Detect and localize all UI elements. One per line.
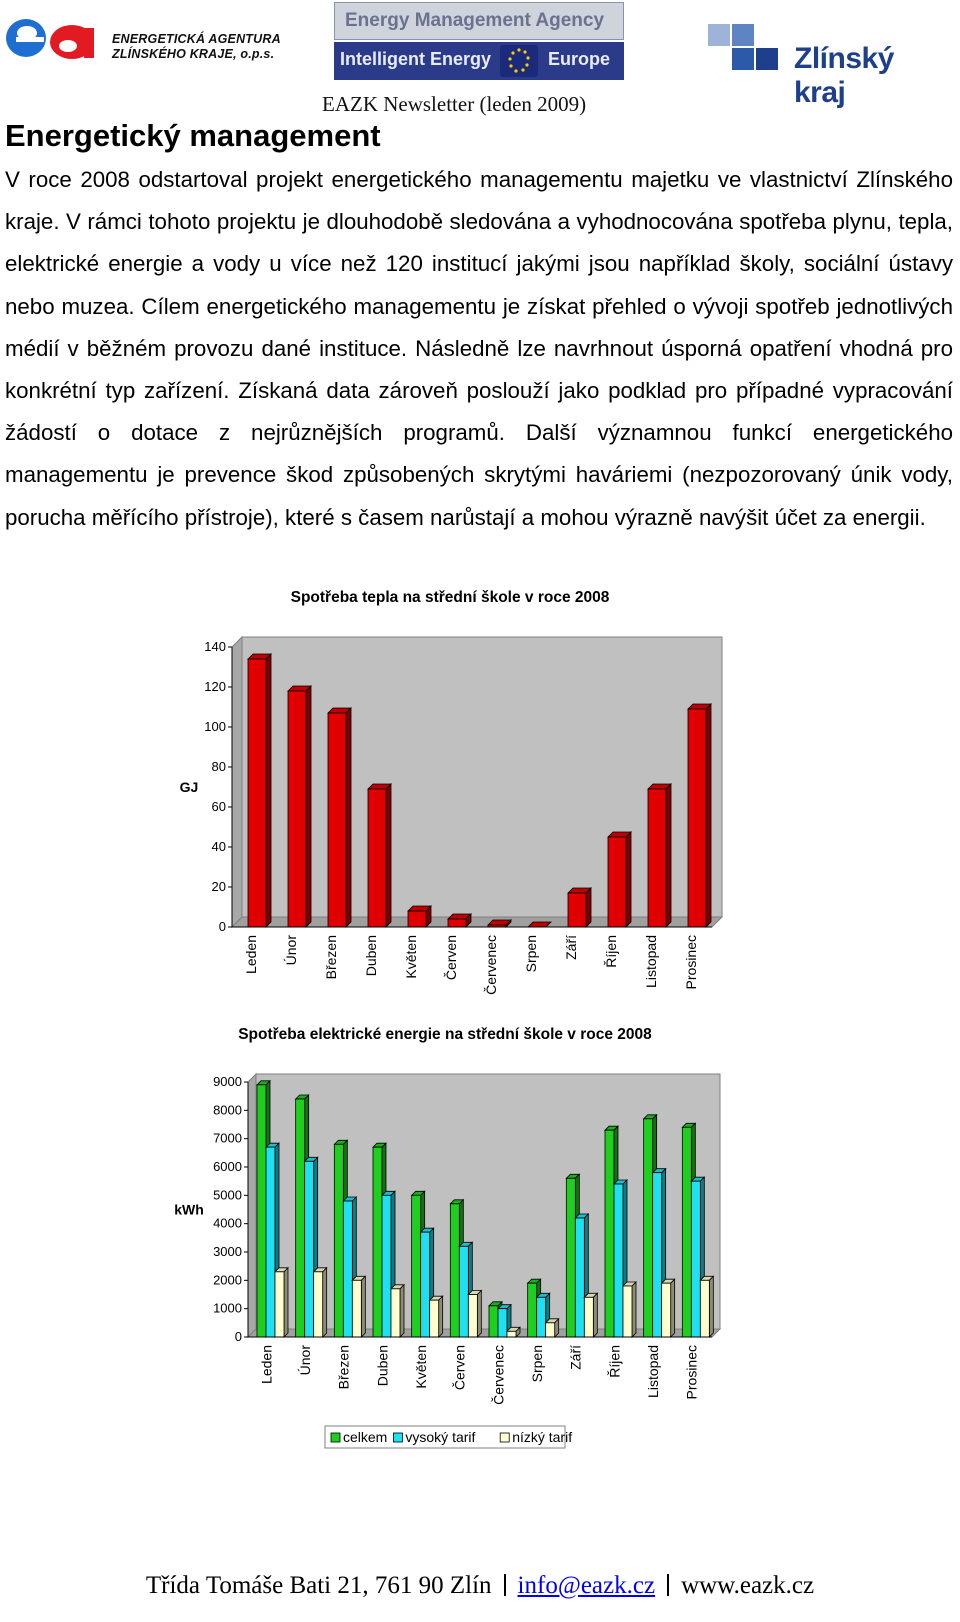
chart-legend	[325, 1426, 572, 1448]
energy-management-agency-logo	[334, 2, 624, 80]
legend-swatch	[393, 1433, 402, 1442]
bar-value-3	[328, 708, 351, 927]
bar-value-6	[448, 914, 471, 927]
x-tick-label: Březen	[323, 935, 339, 980]
x-tick-label: Duben	[363, 935, 379, 977]
bar-value-2	[288, 686, 311, 927]
x-tick-label: Květen	[413, 1345, 429, 1389]
heat-consumption-chart	[0, 620, 960, 1010]
x-tick-label: Říjen	[603, 935, 619, 968]
article-title: Energetický management	[5, 118, 381, 153]
intelligent-energy-label: Intelligent Energy	[340, 49, 492, 69]
x-tick-label: Červen	[443, 935, 459, 981]
y-tick-label: 9000	[213, 1074, 242, 1089]
bar-value-7	[488, 920, 511, 927]
y-axis-label: kWh	[174, 1201, 204, 1218]
x-tick-label: Únor	[283, 935, 299, 966]
zlinsky-kraj-logo	[708, 20, 948, 109]
x-tick-label: Září	[567, 1345, 584, 1370]
plot-side-wall	[248, 1074, 256, 1337]
legend-item: celkem	[343, 1429, 388, 1445]
zlinsky-kraj-emblem-icon	[708, 20, 788, 76]
x-tick-label: Listopad	[645, 1345, 661, 1398]
europe-label: Europe	[548, 49, 611, 69]
legend-swatch	[331, 1433, 340, 1442]
legend-item: nízký tarif	[512, 1429, 573, 1445]
eazk-logo	[4, 4, 304, 76]
y-axis-label: GJ	[179, 779, 199, 795]
x-tick-label: Srpen	[523, 935, 539, 973]
y-tick-label: 6000	[213, 1159, 242, 1174]
x-tick-label: Březen	[335, 1345, 352, 1390]
y-tick-label: 0	[218, 919, 226, 934]
bar-nízký-tarif-1	[275, 1268, 288, 1337]
x-tick-label: Říjen	[606, 1345, 623, 1378]
y-tick-label: 1000	[213, 1300, 242, 1316]
x-tick-label: Duben	[374, 1345, 391, 1387]
y-tick-label: 100	[204, 719, 226, 734]
legend-item: vysoký tarif	[405, 1429, 476, 1445]
agency-line-1: ENERGETICKÁ AGENTURA	[112, 32, 281, 46]
bar-nízký-tarif-3	[352, 1276, 365, 1337]
y-tick-label: 7000	[213, 1130, 242, 1146]
plot-side-wall	[232, 637, 242, 927]
x-tick-label: Červen	[451, 1345, 468, 1391]
intelligent-energy-banner	[334, 42, 624, 80]
y-tick-label: 40	[211, 839, 226, 854]
ema-title: Energy Management Agency	[345, 10, 605, 31]
bar-value-5	[408, 906, 431, 927]
heat-chart-title: Spotřeba tepla na střední škole v roce 2008	[290, 589, 610, 606]
bar-value-10	[608, 832, 631, 927]
region-name: Zlínský kraj	[794, 42, 894, 109]
bar-value-12	[688, 704, 711, 927]
footer-email-link[interactable]: info@eazk.cz	[517, 1572, 656, 1599]
y-tick-label: 5000	[213, 1187, 242, 1203]
y-tick-label: 120	[204, 679, 226, 694]
y-tick-label: 4000	[213, 1215, 242, 1231]
bar-nízký-tarif-5	[430, 1296, 443, 1337]
y-tick-label: 8000	[213, 1102, 242, 1118]
bar-nízký-tarif-10	[623, 1282, 636, 1337]
y-tick-label: 0	[234, 1329, 242, 1344]
agency-name	[112, 32, 281, 62]
x-tick-label: Prosinec	[683, 1345, 700, 1400]
x-tick-label: Listopad	[643, 935, 659, 988]
footer-address: Třída Tomáše Bati 21, 761 90 Zlín	[145, 1572, 492, 1599]
y-tick-label: 3000	[213, 1244, 242, 1259]
footer	[0, 1572, 960, 1600]
y-tick-label: 140	[204, 639, 226, 654]
bar-value-11	[648, 784, 671, 927]
x-tick-label: Únor	[297, 1345, 313, 1376]
x-tick-label: Červenec	[483, 935, 499, 995]
bar-value-1	[248, 654, 271, 927]
eu-flag-icon	[500, 45, 538, 77]
bar-nízký-tarif-6	[468, 1291, 481, 1338]
legend-swatch	[500, 1433, 509, 1442]
newsletter-issue: EAZK Newsletter (leden 2009)	[322, 92, 587, 116]
x-tick-label: Květen	[403, 935, 419, 979]
bar-nízký-tarif-8	[546, 1319, 559, 1337]
x-tick-label: Září	[563, 935, 579, 960]
ema-banner	[334, 2, 624, 40]
y-tick-label: 80	[211, 759, 226, 774]
article-body: V roce 2008 odstartoval projekt energetického managementu majetku ve vlastnictví Zlínského kraje. V rámci tohoto projektu je dlouhodobě sledována a vyhodnocována spotřeba plynu, tepla, elektrické energie a vody u více než 120 institucí jakými jsou například školy, sociální ústavy nebo muzea. Cílem energetického managementu je získat přehled o vývoji spotřeb jednotlivých médií v běžném provozu dané instituce. Následně lze navrhnout úsporná opatření vhodná pro konkrétní typ zařízení. Získaná data zároveň poslouží jako podklad pro případné vypracování žádostí o dotace z nejrůznějších programů. Další významnou funkcí energetického managementu je prevence škod způsobených skrytými haváriemi (nezpozorovaný únik vody, porucha měřícího přístroje), které s časem narůstají a mohou výrazně navýšit účet za energii.	[5, 167, 953, 530]
x-tick-label: Leden	[258, 1345, 275, 1384]
footer-website[interactable]: www.eazk.cz	[681, 1572, 815, 1599]
y-tick-label: 60	[211, 799, 226, 814]
x-tick-label: Srpen	[529, 1345, 545, 1383]
bar-nízký-tarif-9	[584, 1293, 597, 1337]
y-tick-label: 20	[211, 879, 226, 894]
electricity-chart-title: Spotřeba elektrické energie na střední škole v roce 2008	[238, 1026, 652, 1043]
bar-value-4	[368, 784, 391, 927]
footer-separator	[667, 1574, 669, 1596]
electricity-consumption-chart	[0, 1060, 960, 1460]
bar-nízký-tarif-2	[314, 1268, 327, 1337]
eazk-logo-mark	[4, 4, 114, 74]
agency-line-2: ZLÍNSKÉHO KRAJE, o.p.s.	[112, 47, 275, 61]
y-tick-label: 2000	[213, 1272, 242, 1288]
bar-value-9	[568, 888, 591, 927]
bar-nízký-tarif-12	[700, 1276, 713, 1337]
x-tick-label: Leden	[243, 935, 259, 974]
x-tick-label: Prosinec	[683, 935, 699, 990]
bar-nízký-tarif-11	[662, 1279, 675, 1337]
footer-separator	[504, 1574, 506, 1596]
bar-nízký-tarif-4	[391, 1285, 404, 1337]
x-tick-label: Červenec	[490, 1345, 507, 1405]
